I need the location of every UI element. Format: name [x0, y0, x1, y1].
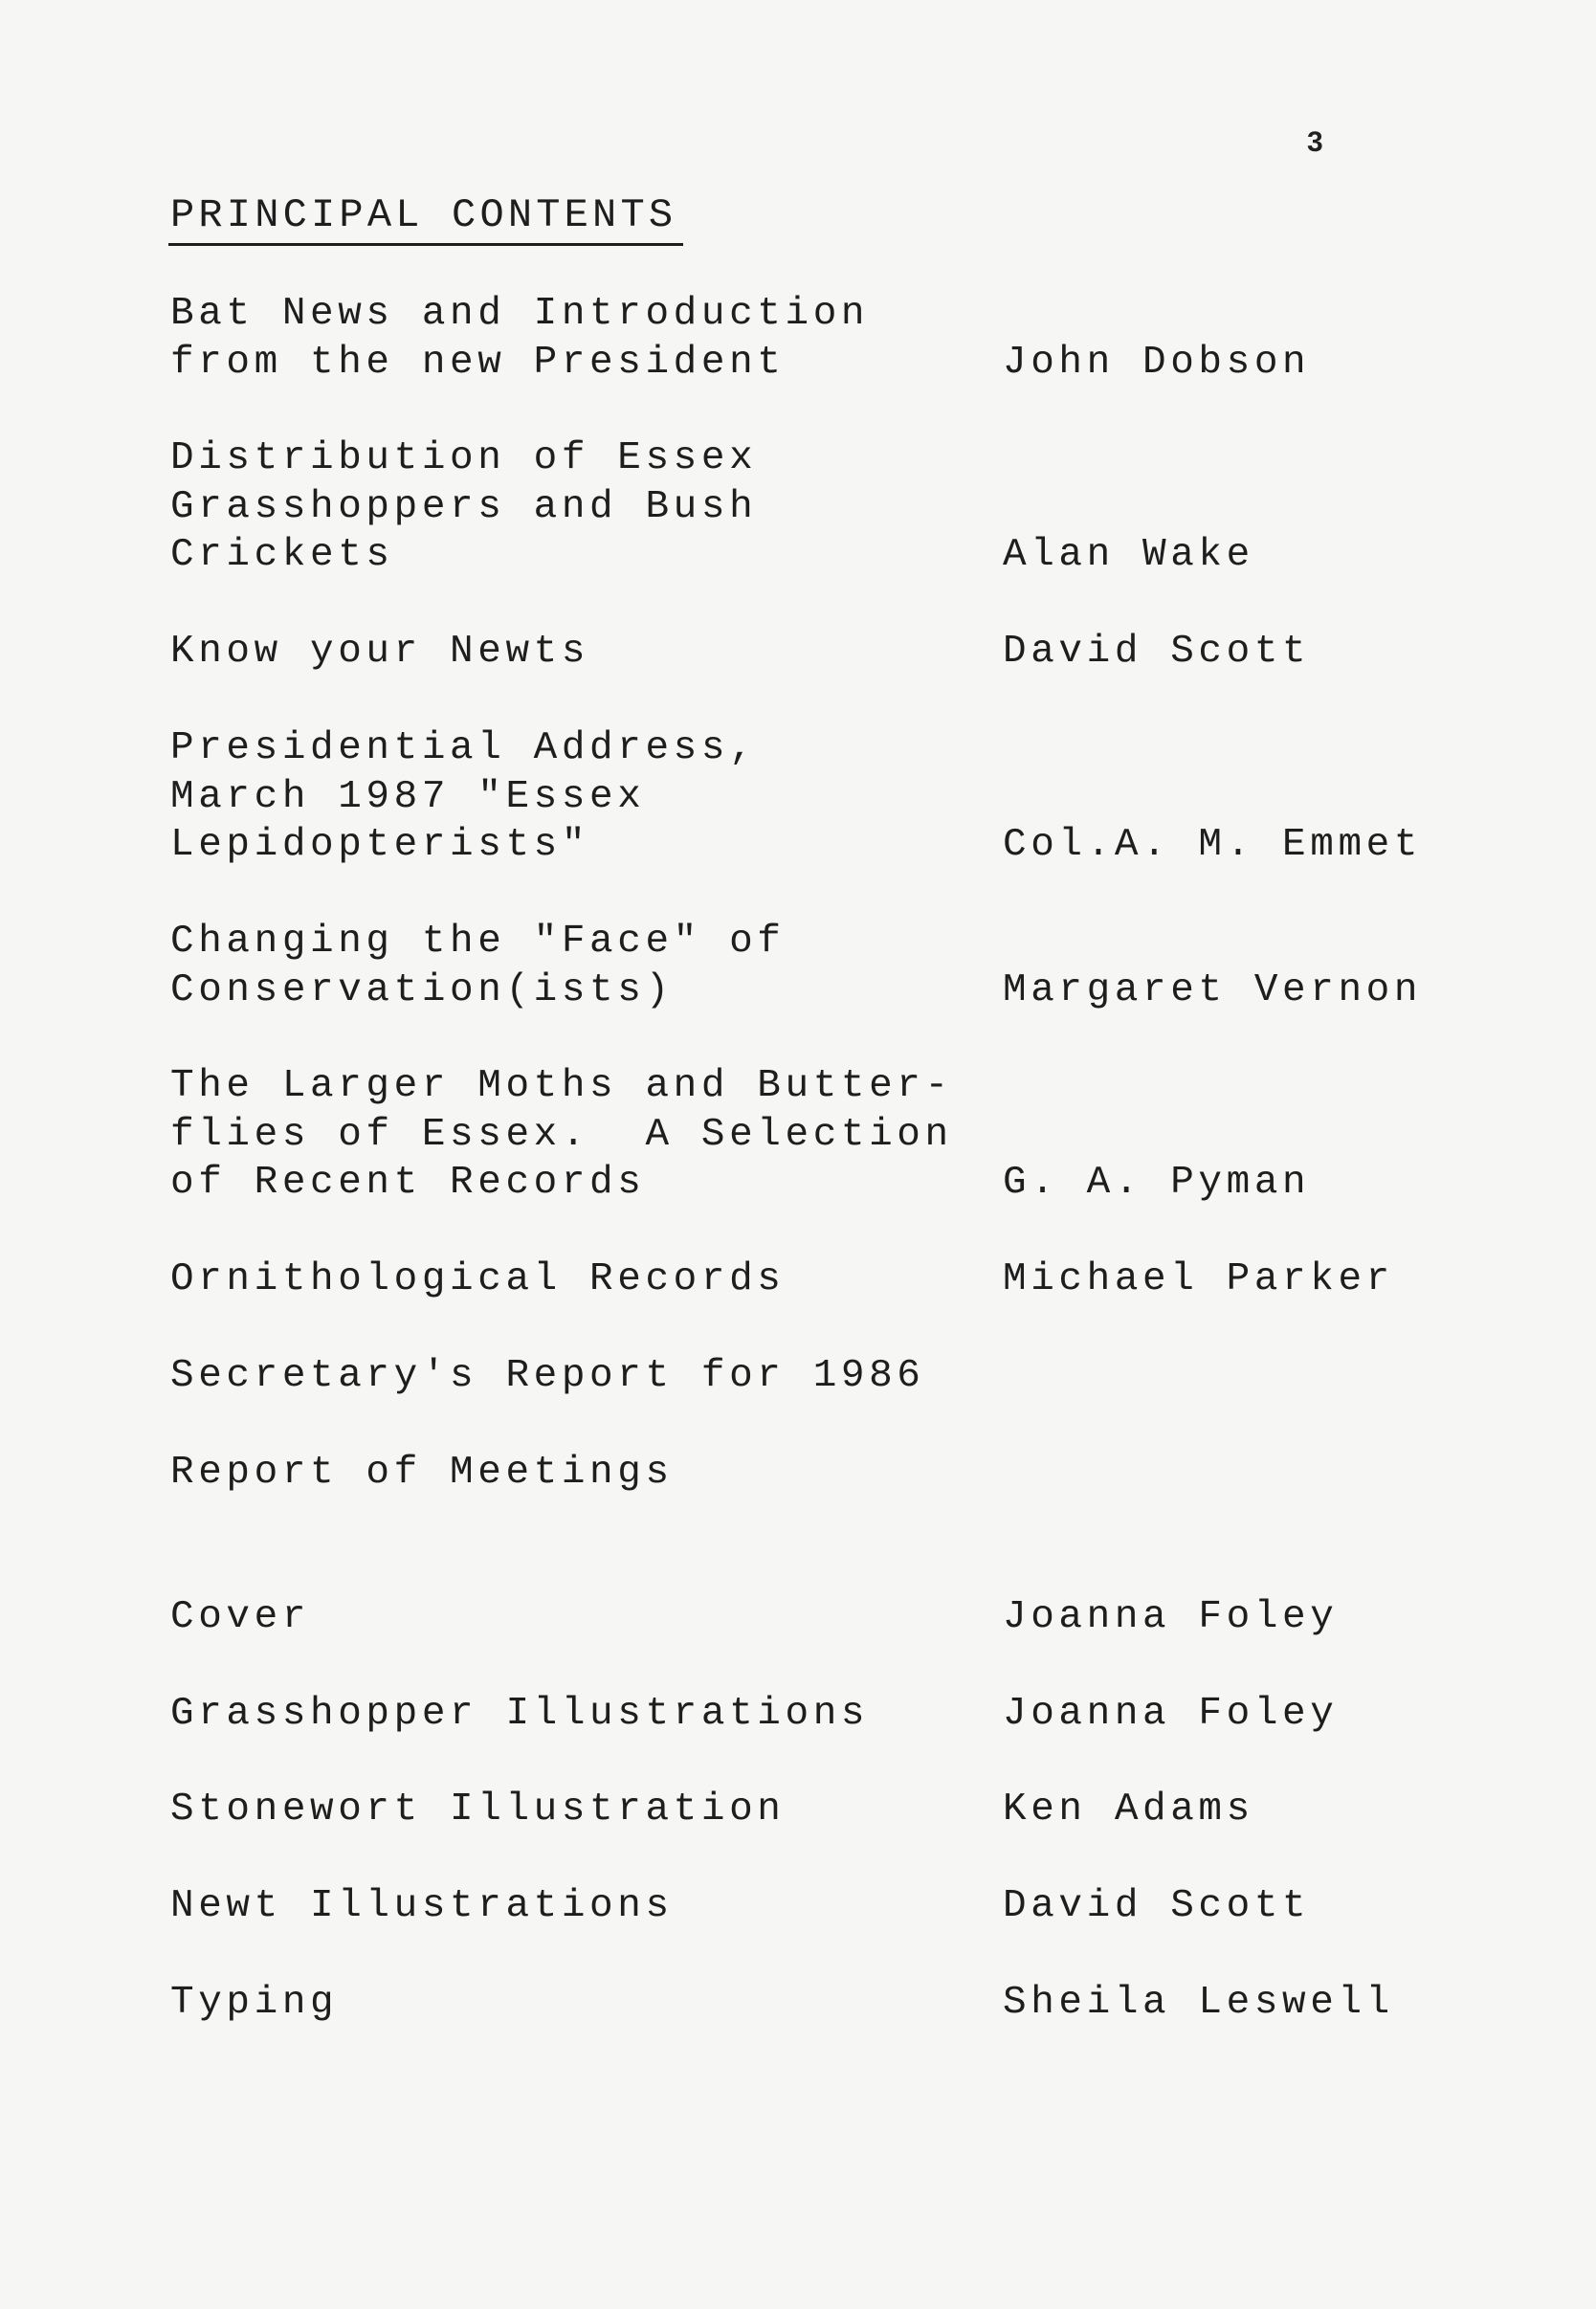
entry-title: [170, 1449, 674, 1498]
credit-name: David Scott: [1003, 1884, 1311, 1928]
credit-name: Sheila Leswell: [1003, 1981, 1394, 2025]
credit-role: [170, 1979, 338, 2028]
entry-title-line: Lepidopterists": [170, 823, 590, 867]
entry-title: [170, 628, 589, 677]
credit-role: [170, 1593, 310, 1642]
credit-role-line: Grasshopper Illustrations: [170, 1692, 870, 1736]
entry-author: Col.A. M. Emmet: [1003, 823, 1423, 867]
entry-title-line: The Larger Moths and Butter-: [170, 1064, 953, 1108]
entry-title: [170, 290, 869, 387]
entry-author: G. A. Pyman: [1003, 1161, 1311, 1205]
credit-role-line: Stonewort Illustration: [170, 1787, 786, 1832]
entry-author: John Dobson: [1003, 340, 1311, 385]
entry-title: [170, 724, 757, 870]
entry-title-line: Know your Newts: [170, 630, 590, 674]
entry-title: [170, 1352, 925, 1401]
credit-role-line: Cover: [170, 1595, 311, 1639]
entry-title-line: Ornithological Records: [170, 1257, 786, 1301]
entry-title-line: Presidential Address,: [170, 726, 758, 770]
entry-title-line: Secretary's Report for 1986: [170, 1354, 925, 1398]
heading-underline: [168, 243, 683, 246]
credit-role: [170, 1786, 786, 1834]
entry-title-line: March 1987 "Essex: [170, 774, 646, 819]
entry-title: [170, 918, 786, 1014]
credit-role-line: Newt Illustrations: [170, 1884, 674, 1928]
credit-name: Joanna Foley: [1003, 1595, 1339, 1639]
entry-author: Margaret Vernon: [1003, 967, 1423, 1012]
entry-title-line: Distribution of Essex: [170, 436, 758, 480]
entry-title-line: flies of Essex. A Selection: [170, 1112, 953, 1157]
entry-title: [170, 1255, 786, 1304]
entry-author: Alan Wake: [1003, 533, 1254, 577]
entry-title-line: Bat News and Introduction: [170, 292, 870, 336]
entry-title-line: Report of Meetings: [170, 1451, 674, 1495]
entry-title-line: Grasshoppers and Bush: [170, 484, 758, 529]
entry-title: [170, 434, 757, 580]
contents-heading: PRINCIPAL CONTENTS: [170, 192, 677, 238]
page-number: 3: [1307, 126, 1323, 158]
entry-title-line: Conservation(ists): [170, 967, 674, 1012]
credit-role-line: Typing: [170, 1981, 339, 2025]
entry-title-line: Crickets: [170, 533, 394, 577]
credit-role: [170, 1690, 869, 1739]
entry-author: Michael Parker: [1003, 1257, 1394, 1301]
entry-author: David Scott: [1003, 630, 1311, 674]
entry-title-line: from the new President: [170, 340, 786, 385]
credit-name: Ken Adams: [1003, 1787, 1254, 1832]
entry-title: [170, 1062, 953, 1208]
credit-name: Joanna Foley: [1003, 1692, 1339, 1736]
entry-title-line: Changing the "Face" of: [170, 920, 786, 964]
credit-role: [170, 1882, 674, 1931]
entry-title-line: of Recent Records: [170, 1161, 646, 1205]
